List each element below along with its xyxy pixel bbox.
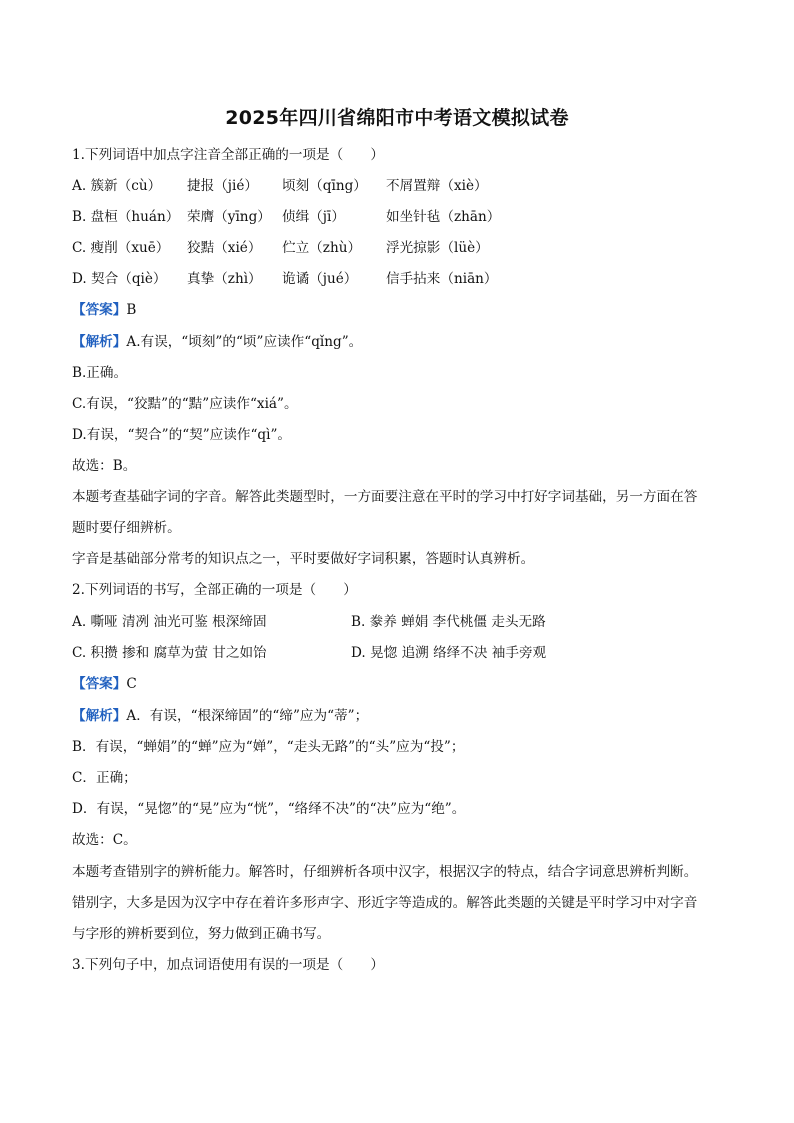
q2-analysis-line: D．有误，“晃惚”的“晃”应为“恍”，“络绎不决”的“决”应为“绝”。: [72, 801, 466, 817]
q2-option-c: C. 积攒 掺和 腐草为萤 甘之如饴: [72, 645, 267, 661]
q1-option-a-1: A. 簇新（cù）: [72, 178, 162, 194]
q1-option-c-4: 浮光掠影（lüè）: [386, 240, 489, 256]
analysis-tag: 【解析】: [72, 708, 127, 724]
q1-analysis-line: 本题考查基础字词的字音。解答此类题型时，一方面要注意在平时的学习中打好字词基础，另一方面在答: [72, 489, 698, 505]
q1-option-b-4: 如坐针毡（zhān）: [386, 209, 501, 225]
q2-analysis-line: C．正确；: [72, 770, 137, 786]
q1-analysis-line: B.正确。: [72, 365, 128, 381]
answer-tag: 【答案】: [72, 676, 127, 692]
q1-option-b-1: B. 盘桓（huán）: [72, 209, 180, 225]
q2-stem: 2.下列词语的书写，全部正确的一项是（ ）: [72, 582, 357, 598]
q1-option-c-3: 伫立（zhù）: [282, 240, 362, 256]
q1-answer: [72, 300, 136, 320]
q1-stem: 1.下列词语中加点字注音全部正确的一项是（ ）: [72, 147, 385, 163]
q1-option-row: [72, 238, 722, 258]
q2-option-row: [72, 612, 722, 632]
q1-option-row: [72, 176, 722, 196]
q1-analysis: [72, 332, 362, 352]
q1-analysis-line: 题时要仔细辨析。: [72, 520, 181, 536]
q1-option-b-3: 侦缉（jī）: [282, 209, 345, 225]
answer-tag: 【答案】: [72, 302, 127, 318]
q1-option-a-4: 不屑置辩（xiè）: [386, 178, 488, 194]
analysis-tag: 【解析】: [72, 334, 127, 350]
q1-option-c-2: 狡黠（xié）: [187, 240, 262, 256]
q2-analysis: [72, 706, 368, 726]
q2-analysis-line: B．有误，“蝉娟”的“蝉”应为“婵”，“走头无路”的“头”应为“投”；: [72, 739, 465, 755]
page-title: 2025年四川省绵阳市中考语文模拟试卷: [225, 107, 569, 129]
q2-analysis-line: 错别字，大多是因为汉字中存在着许多形声字、形近字等造成的。解答此类题的关键是平时学习中对字音: [72, 895, 698, 911]
answer-value: C: [126, 676, 137, 692]
q2-option-b: B. 豢养 蝉娟 李代桃僵 走头无路: [351, 614, 546, 630]
q1-option-row: [72, 207, 722, 227]
q1-option-d-4: 信手拈来（niān）: [386, 271, 498, 287]
q1-option-b-2: 荣膺（yīng）: [187, 209, 271, 225]
analysis-text: A．有误，“根深缔固”的“缔”应为“蒂”；: [126, 708, 369, 724]
q1-analysis-line: C.有误，“狡黠”的“黠”应读作“xiá”。: [72, 396, 298, 412]
q2-option-row: [72, 643, 722, 663]
q1-analysis-line: 字音是基础部分常考的知识点之一，平时要做好字词积累，答题时认真辨析。: [72, 551, 535, 567]
q2-analysis-line: 与字形的辨析要到位，努力做到正确书写。: [72, 926, 331, 942]
q1-option-a-3: 顷刻（qīng）: [282, 178, 367, 194]
q2-option-a: A. 嘶哑 清冽 油光可鉴 根深缔固: [72, 614, 267, 630]
q2-option-d: D. 晃惚 追溯 络绎不决 袖手旁观: [351, 645, 547, 661]
q1-option-d-1: D. 契合（qiè）: [72, 271, 167, 287]
q2-analysis-line: 本题考查错别字的辨析能力。解答时，仔细辨析各项中汉字，根据汉字的特点，结合字词意思辨析判断。: [72, 864, 698, 880]
q3-stem: 3.下列句子中，加点词语使用有误的一项是（ ）: [72, 957, 385, 973]
q1-option-d-3: 诡谲（jué）: [282, 271, 358, 287]
q1-option-c-1: C. 瘦削（xuē）: [72, 240, 170, 256]
q1-analysis-line: D.有误，“契合”的“契”应读作“qì”。: [72, 427, 292, 443]
q1-option-a-2: 捷报（jié）: [187, 178, 258, 194]
answer-value: B: [126, 302, 137, 318]
q1-option-row: [72, 269, 722, 289]
q1-analysis-line: 故选：B。: [72, 458, 137, 474]
q1-option-d-2: 真挚（zhì）: [187, 271, 262, 287]
q2-analysis-line: 故选：C。: [72, 832, 137, 848]
analysis-text: A.有误，“顷刻”的“顷”应读作“qǐng”。: [126, 334, 363, 350]
q2-answer: [72, 674, 137, 694]
